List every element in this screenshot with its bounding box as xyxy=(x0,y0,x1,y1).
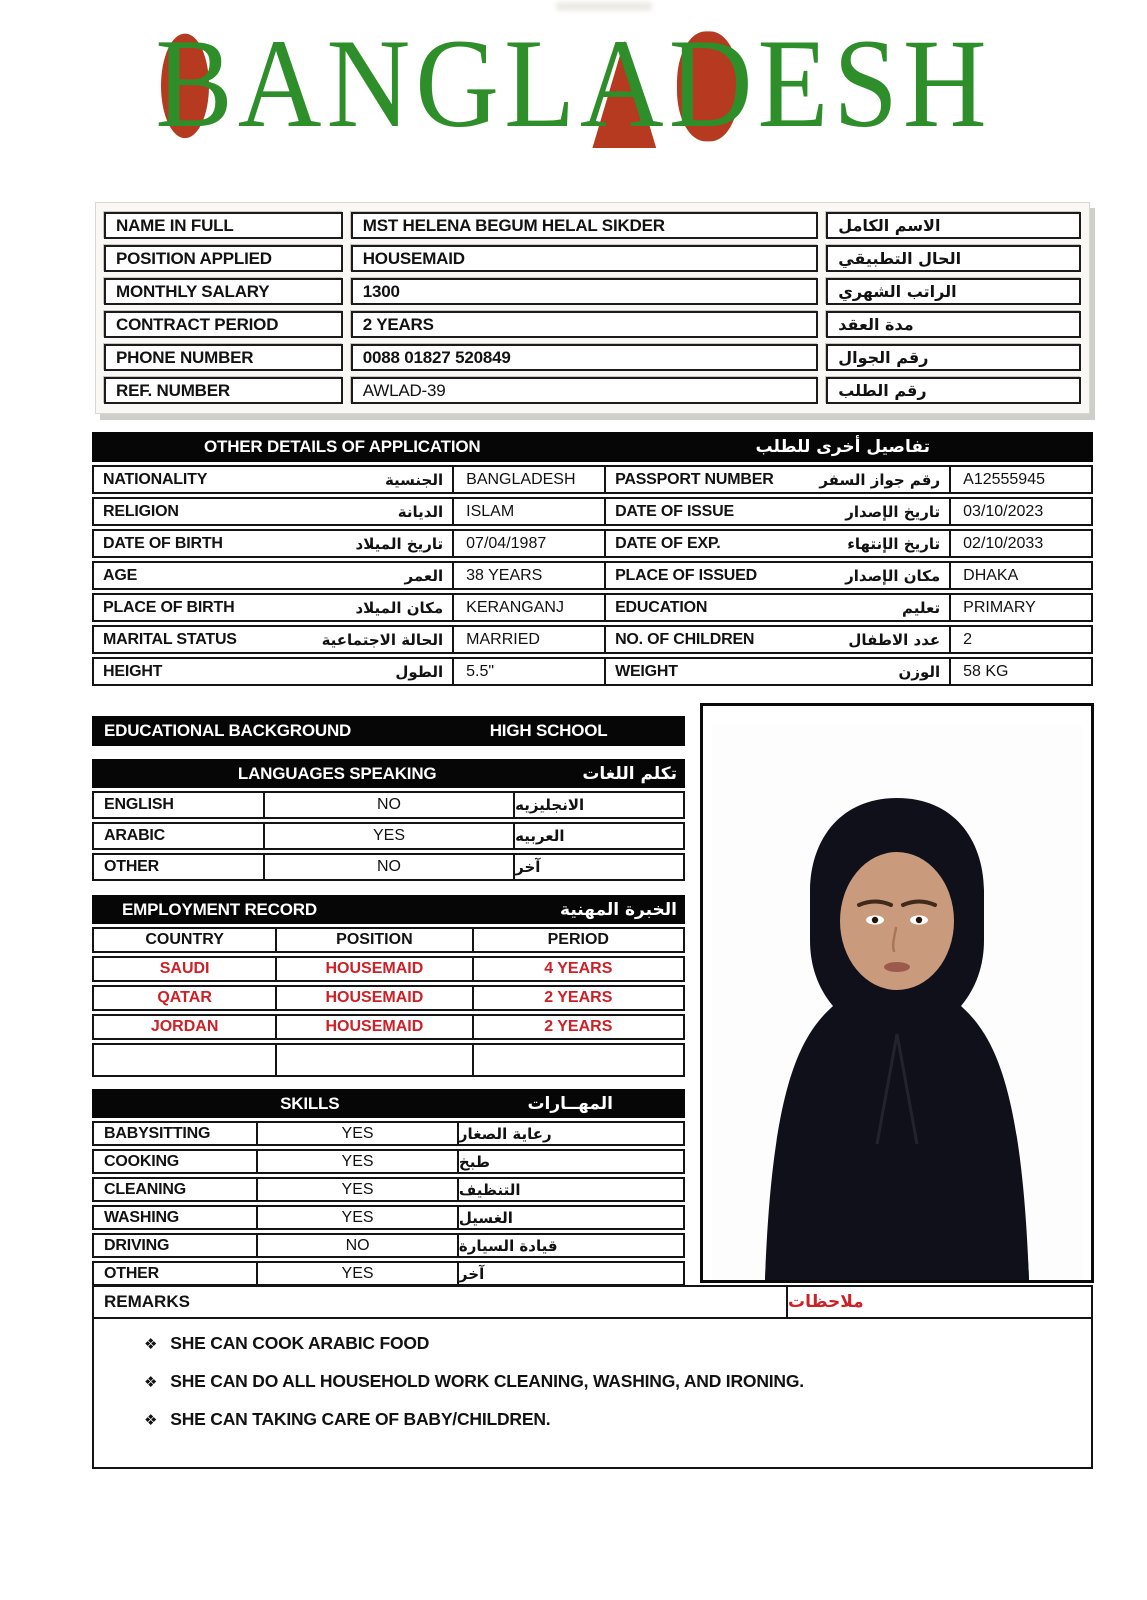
table-row xyxy=(104,278,1081,305)
table-row xyxy=(92,561,1093,590)
remarks-label: REMARKS xyxy=(94,1287,788,1317)
language-label-arabic: الانجليزيه xyxy=(515,793,683,817)
skill-value: YES xyxy=(258,1123,457,1144)
label-ar: مكان الميلاد xyxy=(355,598,444,617)
label-ar: الديانة xyxy=(397,502,444,521)
label-en: AGE xyxy=(103,566,138,584)
column-header: POSITION xyxy=(277,929,471,951)
label-en: NO. OF CHILDREN xyxy=(615,630,755,648)
field-label-arabic: الراتب الشهري xyxy=(826,278,1081,305)
table-row xyxy=(104,212,1081,239)
skill-label-arabic: رعاية الصغار xyxy=(459,1123,683,1144)
label-ar: الوزن xyxy=(898,662,941,681)
field-value: 03/10/2023 xyxy=(951,499,1091,524)
section-header-bar xyxy=(92,1089,685,1118)
field-label: POSITION APPLIED xyxy=(104,245,343,272)
table-row xyxy=(104,377,1081,404)
section-title-arabic: الخبرة المهنية xyxy=(560,899,677,920)
section-title: OTHER DETAILS OF APPLICATION xyxy=(204,437,481,456)
field-value: BANGLADESH xyxy=(454,467,604,492)
field-label xyxy=(606,659,949,684)
language-value: YES xyxy=(265,824,513,848)
employment-position: HOUSEMAID xyxy=(277,987,471,1009)
skill-label: DRIVING xyxy=(94,1235,256,1256)
table-row xyxy=(92,625,1093,654)
table-row xyxy=(104,311,1081,338)
remarks-header xyxy=(94,1287,1091,1319)
label-ar: رقم جواز السفر xyxy=(819,470,941,489)
section-header-bar xyxy=(92,895,685,924)
skill-label: OTHER xyxy=(94,1263,256,1284)
employment-empty-row xyxy=(92,1043,685,1077)
left-column xyxy=(92,716,685,1286)
table-row xyxy=(104,344,1081,371)
skill-label-arabic: آخر xyxy=(459,1263,683,1284)
skill-label-arabic: طبخ xyxy=(459,1151,683,1172)
skills-table xyxy=(92,1089,685,1286)
label-en: PLACE OF ISSUED xyxy=(615,566,757,584)
personal-info-table xyxy=(95,202,1090,414)
field-value: HOUSEMAID xyxy=(351,245,818,272)
label-en: PLACE OF BIRTH xyxy=(103,598,235,616)
section-title: SKILLS xyxy=(280,1093,340,1113)
table-row xyxy=(92,593,1093,622)
table-row xyxy=(92,529,1093,558)
diamond-bullet-icon: ❖ xyxy=(144,1335,158,1353)
empty-cell xyxy=(277,1045,471,1075)
remark-item xyxy=(144,1333,1071,1371)
field-value: A12555945 xyxy=(951,467,1091,492)
label-ar: تعليم xyxy=(902,598,941,617)
section-title-arabic: تفاصيل أخرى للطلب xyxy=(755,437,930,457)
employment-period: 2 YEARS xyxy=(474,1016,683,1038)
skill-value: YES xyxy=(258,1263,457,1284)
field-label-arabic: رقم الطلب xyxy=(826,377,1081,404)
skill-label-arabic: قيادة السيارة xyxy=(459,1235,683,1256)
languages-table xyxy=(92,759,685,881)
label-ar: العمر xyxy=(404,566,444,585)
section-title: EMPLOYMENT RECORD xyxy=(122,899,317,919)
field-value: KERANGANJ xyxy=(454,595,604,620)
table-row xyxy=(92,956,685,982)
field-label xyxy=(94,627,452,652)
skill-label: COOKING xyxy=(94,1151,256,1172)
field-label: CONTRACT PERIOD xyxy=(104,311,343,338)
column-header: PERIOD xyxy=(474,929,683,951)
applicant-photo-illustration xyxy=(712,724,1082,1280)
label-ar: تاريخ الإصدار xyxy=(845,502,941,521)
brand-letter: A xyxy=(237,13,327,155)
table-row xyxy=(92,822,685,850)
table-row xyxy=(92,985,685,1011)
skill-label-arabic: الغسيل xyxy=(459,1207,683,1228)
field-value: 2 YEARS xyxy=(351,311,818,338)
remarks-label-arabic: ملاحظات xyxy=(788,1292,864,1312)
scan-smudge-artifact xyxy=(556,2,652,11)
field-label xyxy=(606,499,949,524)
table-row xyxy=(92,1261,685,1286)
label-ar: تاريخ الميلاد xyxy=(355,534,444,553)
table-row xyxy=(92,853,685,881)
brand-letter: S xyxy=(833,13,903,155)
table-row xyxy=(92,1014,685,1040)
table-row xyxy=(92,1233,685,1258)
table-row xyxy=(92,1177,685,1202)
skill-label: WASHING xyxy=(94,1207,256,1228)
field-label-arabic: مدة العقد xyxy=(826,311,1081,338)
language-label: ARABIC xyxy=(94,824,263,848)
brand-title xyxy=(0,13,1147,155)
field-label xyxy=(94,563,452,588)
skill-value: YES xyxy=(258,1179,457,1200)
field-label-arabic: رقم الجوال xyxy=(826,344,1081,371)
language-label-arabic: العربيه xyxy=(515,824,683,848)
applicant-photo xyxy=(700,703,1094,1283)
remark-text: SHE CAN COOK ARABIC FOOD xyxy=(170,1333,430,1353)
label-en: PASSPORT NUMBER xyxy=(615,470,774,488)
employment-period: 4 YEARS xyxy=(474,958,683,980)
field-label: NAME IN FULL xyxy=(104,212,343,239)
employment-country: JORDAN xyxy=(94,1016,275,1038)
language-label: OTHER xyxy=(94,855,263,879)
label-en: HEIGHT xyxy=(103,662,163,680)
field-value: ISLAM xyxy=(454,499,604,524)
field-label xyxy=(94,659,452,684)
remark-text: SHE CAN TAKING CARE OF BABY/CHILDREN. xyxy=(170,1409,551,1429)
field-label-arabic: الحال التطبيقي xyxy=(826,245,1081,272)
field-label xyxy=(606,595,949,620)
section-title: LANGUAGES SPEAKING xyxy=(237,763,437,783)
field-value: 0088 01827 520849 xyxy=(351,344,818,371)
employment-position: HOUSEMAID xyxy=(277,958,471,980)
brand-letter: E xyxy=(757,13,834,155)
field-label-arabic: الاسم الكامل xyxy=(826,212,1081,239)
table-row xyxy=(92,1121,685,1146)
employment-period: 2 YEARS xyxy=(474,987,683,1009)
label-ar: تاريخ الإنتهاء xyxy=(847,534,941,553)
section-title-arabic: المهــارات xyxy=(527,1093,613,1114)
field-label xyxy=(606,563,949,588)
section-title-arabic: تكلم اللغات xyxy=(582,763,677,784)
language-value: NO xyxy=(265,793,513,817)
label-ar: الجنسية xyxy=(384,470,444,489)
employment-country: SAUDI xyxy=(94,958,275,980)
field-value: 07/04/1987 xyxy=(454,531,604,556)
educational-background-bar xyxy=(92,716,685,746)
skill-value: NO xyxy=(258,1235,457,1256)
column-header: COUNTRY xyxy=(94,929,275,951)
remarks-section xyxy=(92,1285,1093,1469)
employment-position: HOUSEMAID xyxy=(277,1016,471,1038)
field-value: 58 KG xyxy=(951,659,1091,684)
empty-cell xyxy=(474,1045,683,1075)
remark-item xyxy=(144,1409,1071,1447)
label-en: DATE OF BIRTH xyxy=(103,534,223,552)
field-label xyxy=(94,467,452,492)
label-en: EDUCATION xyxy=(615,598,708,616)
field-label: PHONE NUMBER xyxy=(104,344,343,371)
section-header-bar xyxy=(92,432,1093,462)
table-row xyxy=(92,1149,685,1174)
label-en: RELIGION xyxy=(103,502,179,520)
brand-letter: L xyxy=(504,13,580,155)
label-en: NATIONALITY xyxy=(103,470,208,488)
field-value: MST HELENA BEGUM HELAL SIKDER xyxy=(351,212,818,239)
field-label xyxy=(606,627,949,652)
field-value: 38 YEARS xyxy=(454,563,604,588)
table-row xyxy=(92,497,1093,526)
field-label xyxy=(606,467,949,492)
field-value: DHAKA xyxy=(951,563,1091,588)
section-header-bar xyxy=(92,759,685,788)
empty-cell xyxy=(94,1045,275,1075)
label-ar: الطول xyxy=(395,662,444,681)
diamond-bullet-icon: ❖ xyxy=(144,1411,158,1429)
field-label: REF. NUMBER xyxy=(104,377,343,404)
field-value: 02/10/2033 xyxy=(951,531,1091,556)
remark-item xyxy=(144,1371,1071,1409)
field-label xyxy=(94,595,452,620)
field-value: MARRIED xyxy=(454,627,604,652)
label-en: WEIGHT xyxy=(615,662,678,680)
brand-letter: H xyxy=(902,13,992,155)
skill-value: YES xyxy=(258,1151,457,1172)
table-row xyxy=(104,245,1081,272)
table-row xyxy=(92,1205,685,1230)
section-title: EDUCATIONAL BACKGROUND xyxy=(104,721,352,740)
brand-letter: G xyxy=(415,13,505,155)
education-value: HIGH SCHOOL xyxy=(489,721,608,740)
diamond-bullet-icon: ❖ xyxy=(144,1373,158,1391)
language-label-arabic: آخر xyxy=(515,855,683,879)
brand-letter: A xyxy=(579,13,669,155)
field-label xyxy=(94,531,452,556)
label-en: DATE OF EXP. xyxy=(615,534,721,552)
employment-country: QATAR xyxy=(94,987,275,1009)
table-header-row xyxy=(92,927,685,953)
other-details-section xyxy=(92,432,1093,686)
brand-letter: N xyxy=(326,13,416,155)
brand-letter: B xyxy=(155,13,238,155)
skill-label-arabic: التنظيف xyxy=(459,1179,683,1200)
field-value: 1300 xyxy=(351,278,818,305)
remarks-list xyxy=(94,1319,1091,1447)
skill-label: CLEANING xyxy=(94,1179,256,1200)
field-value: AWLAD-39 xyxy=(351,377,818,404)
field-label: MONTHLY SALARY xyxy=(104,278,343,305)
label-ar: مكان الإصدار xyxy=(845,566,941,585)
table-row xyxy=(92,657,1093,686)
field-label xyxy=(606,531,949,556)
label-en: MARITAL STATUS xyxy=(103,630,237,648)
brand-letter: D xyxy=(668,13,758,155)
skill-label: BABYSITTING xyxy=(94,1123,256,1144)
table-row xyxy=(92,791,685,819)
employment-record-table xyxy=(92,895,685,1077)
skill-value: YES xyxy=(258,1207,457,1228)
field-value: 5.5" xyxy=(454,659,604,684)
remark-text: SHE CAN DO ALL HOUSEHOLD WORK CLEANING, WASHING, AND IRONING. xyxy=(170,1371,804,1391)
language-label: ENGLISH xyxy=(94,793,263,817)
field-label xyxy=(94,499,452,524)
field-value: 2 xyxy=(951,627,1091,652)
table-row xyxy=(92,465,1093,494)
label-en: DATE OF ISSUE xyxy=(615,502,734,520)
language-value: NO xyxy=(265,855,513,879)
label-ar: الحالة الاجتماعية xyxy=(321,630,444,649)
label-ar: عدد الاطفال xyxy=(848,630,941,649)
field-value: PRIMARY xyxy=(951,595,1091,620)
